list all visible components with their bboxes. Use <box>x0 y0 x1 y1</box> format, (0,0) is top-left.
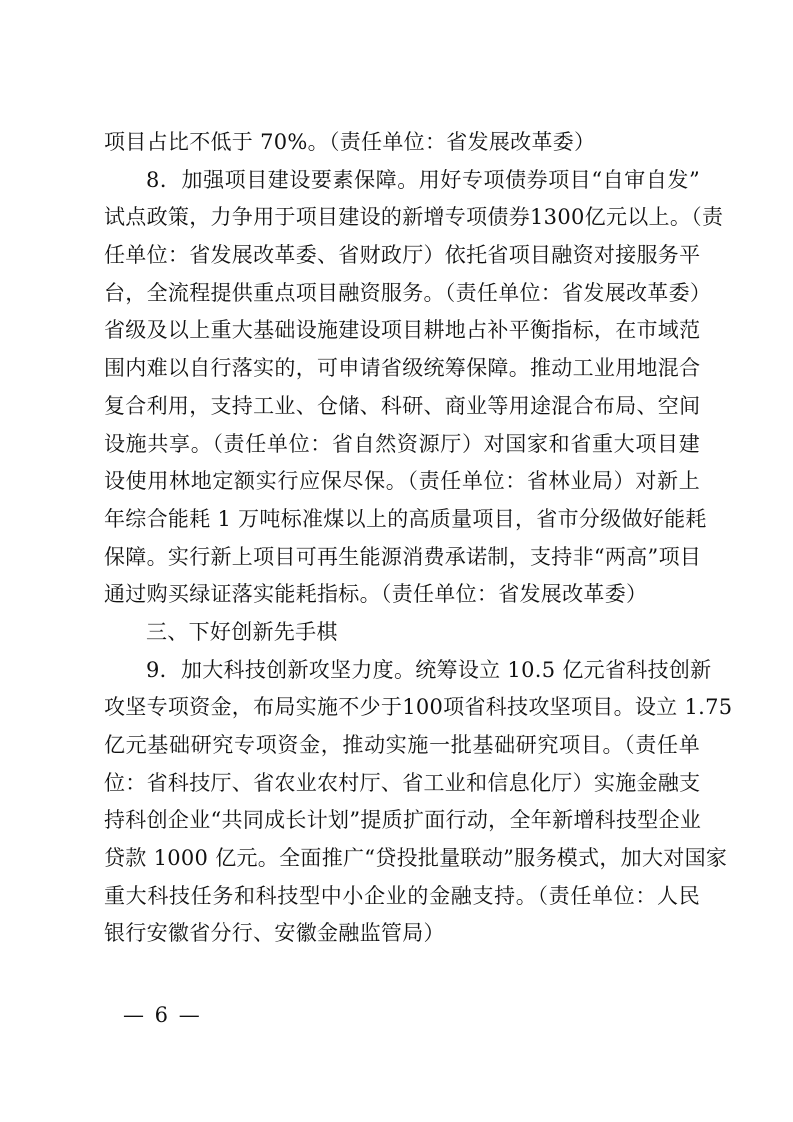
paragraph-line: 通过购买绿证落实能耗指标。（责任单位：省发展改革委） <box>104 582 648 607</box>
paragraph-line: 持科创企业“共同成长计划”提质扩面行动，全年新增科技型企业 <box>104 808 702 833</box>
paragraph-line: 任单位：省发展改革委、省财政厅）依托省项目融资对接服务平 <box>104 243 701 268</box>
page-number: — 6 — <box>123 1003 202 1027</box>
paragraph-line: 攻坚专项资金，布局实施不少于100项省科技攻坚项目。设立 1.75 <box>104 695 733 720</box>
item-8-heading-line: 8．加强项目建设要素保障。用好专项债券项目“自审自发” <box>146 167 700 192</box>
paragraph-line: 项目占比不低于 70%。（责任单位：省发展改革委） <box>104 130 596 154</box>
paragraph-line: 位：省科技厅、省农业农村厅、省工业和信息化厅）实施金融支 <box>104 770 701 795</box>
paragraph-line: 围内难以自行落实的，可申请省级统筹保障。推动工业用地混合 <box>104 356 701 381</box>
paragraph-line: 年综合能耗 1 万吨标准煤以上的高质量项目，省市分级做好能耗 <box>104 506 707 531</box>
paragraph-line: 银行安徽省分行、安徽金融监管局） <box>104 921 445 946</box>
paragraph-line: 设使用林地定额实行应保尽保。（责任单位：省林业局）对新上 <box>104 469 700 494</box>
paragraph-line: 保障。实行新上项目可再生能源消费承诺制，支持非“两高”项目 <box>104 544 702 569</box>
paragraph-line: 重大科技任务和科技型中小企业的金融支持。（责任单位：人民 <box>104 883 700 908</box>
paragraph-line: 试点政策，力争用于项目建设的新增专项债券1300亿元以上。（责 <box>104 205 724 230</box>
section-heading: 三、下好创新先手棋 <box>146 619 338 644</box>
paragraph-line: 贷款 1000 亿元。全面推广“贷投批量联动”服务模式，加大对国家 <box>104 846 728 871</box>
item-9-heading-line: 9．加大科技创新攻坚力度。统筹设立 10.5 亿元省科技创新 <box>146 657 712 682</box>
document-body <box>104 124 733 953</box>
paragraph-line: 设施共享。（责任单位：省自然资源厅）对国家和省重大项目建 <box>104 431 700 456</box>
paragraph-line: 亿元基础研究专项资金，推动实施一批基础研究项目。（责任单 <box>104 733 700 757</box>
paragraph-line: 复合利用，支持工业、仓储、科研、商业等用途混合布局、空间 <box>104 393 701 418</box>
paragraph-line: 省级及以上重大基础设施建设项目耕地占补平衡指标，在市域范 <box>104 318 701 343</box>
paragraph-line: 台，全流程提供重点项目融资服务。（责任单位：省发展改革委） <box>104 280 712 305</box>
